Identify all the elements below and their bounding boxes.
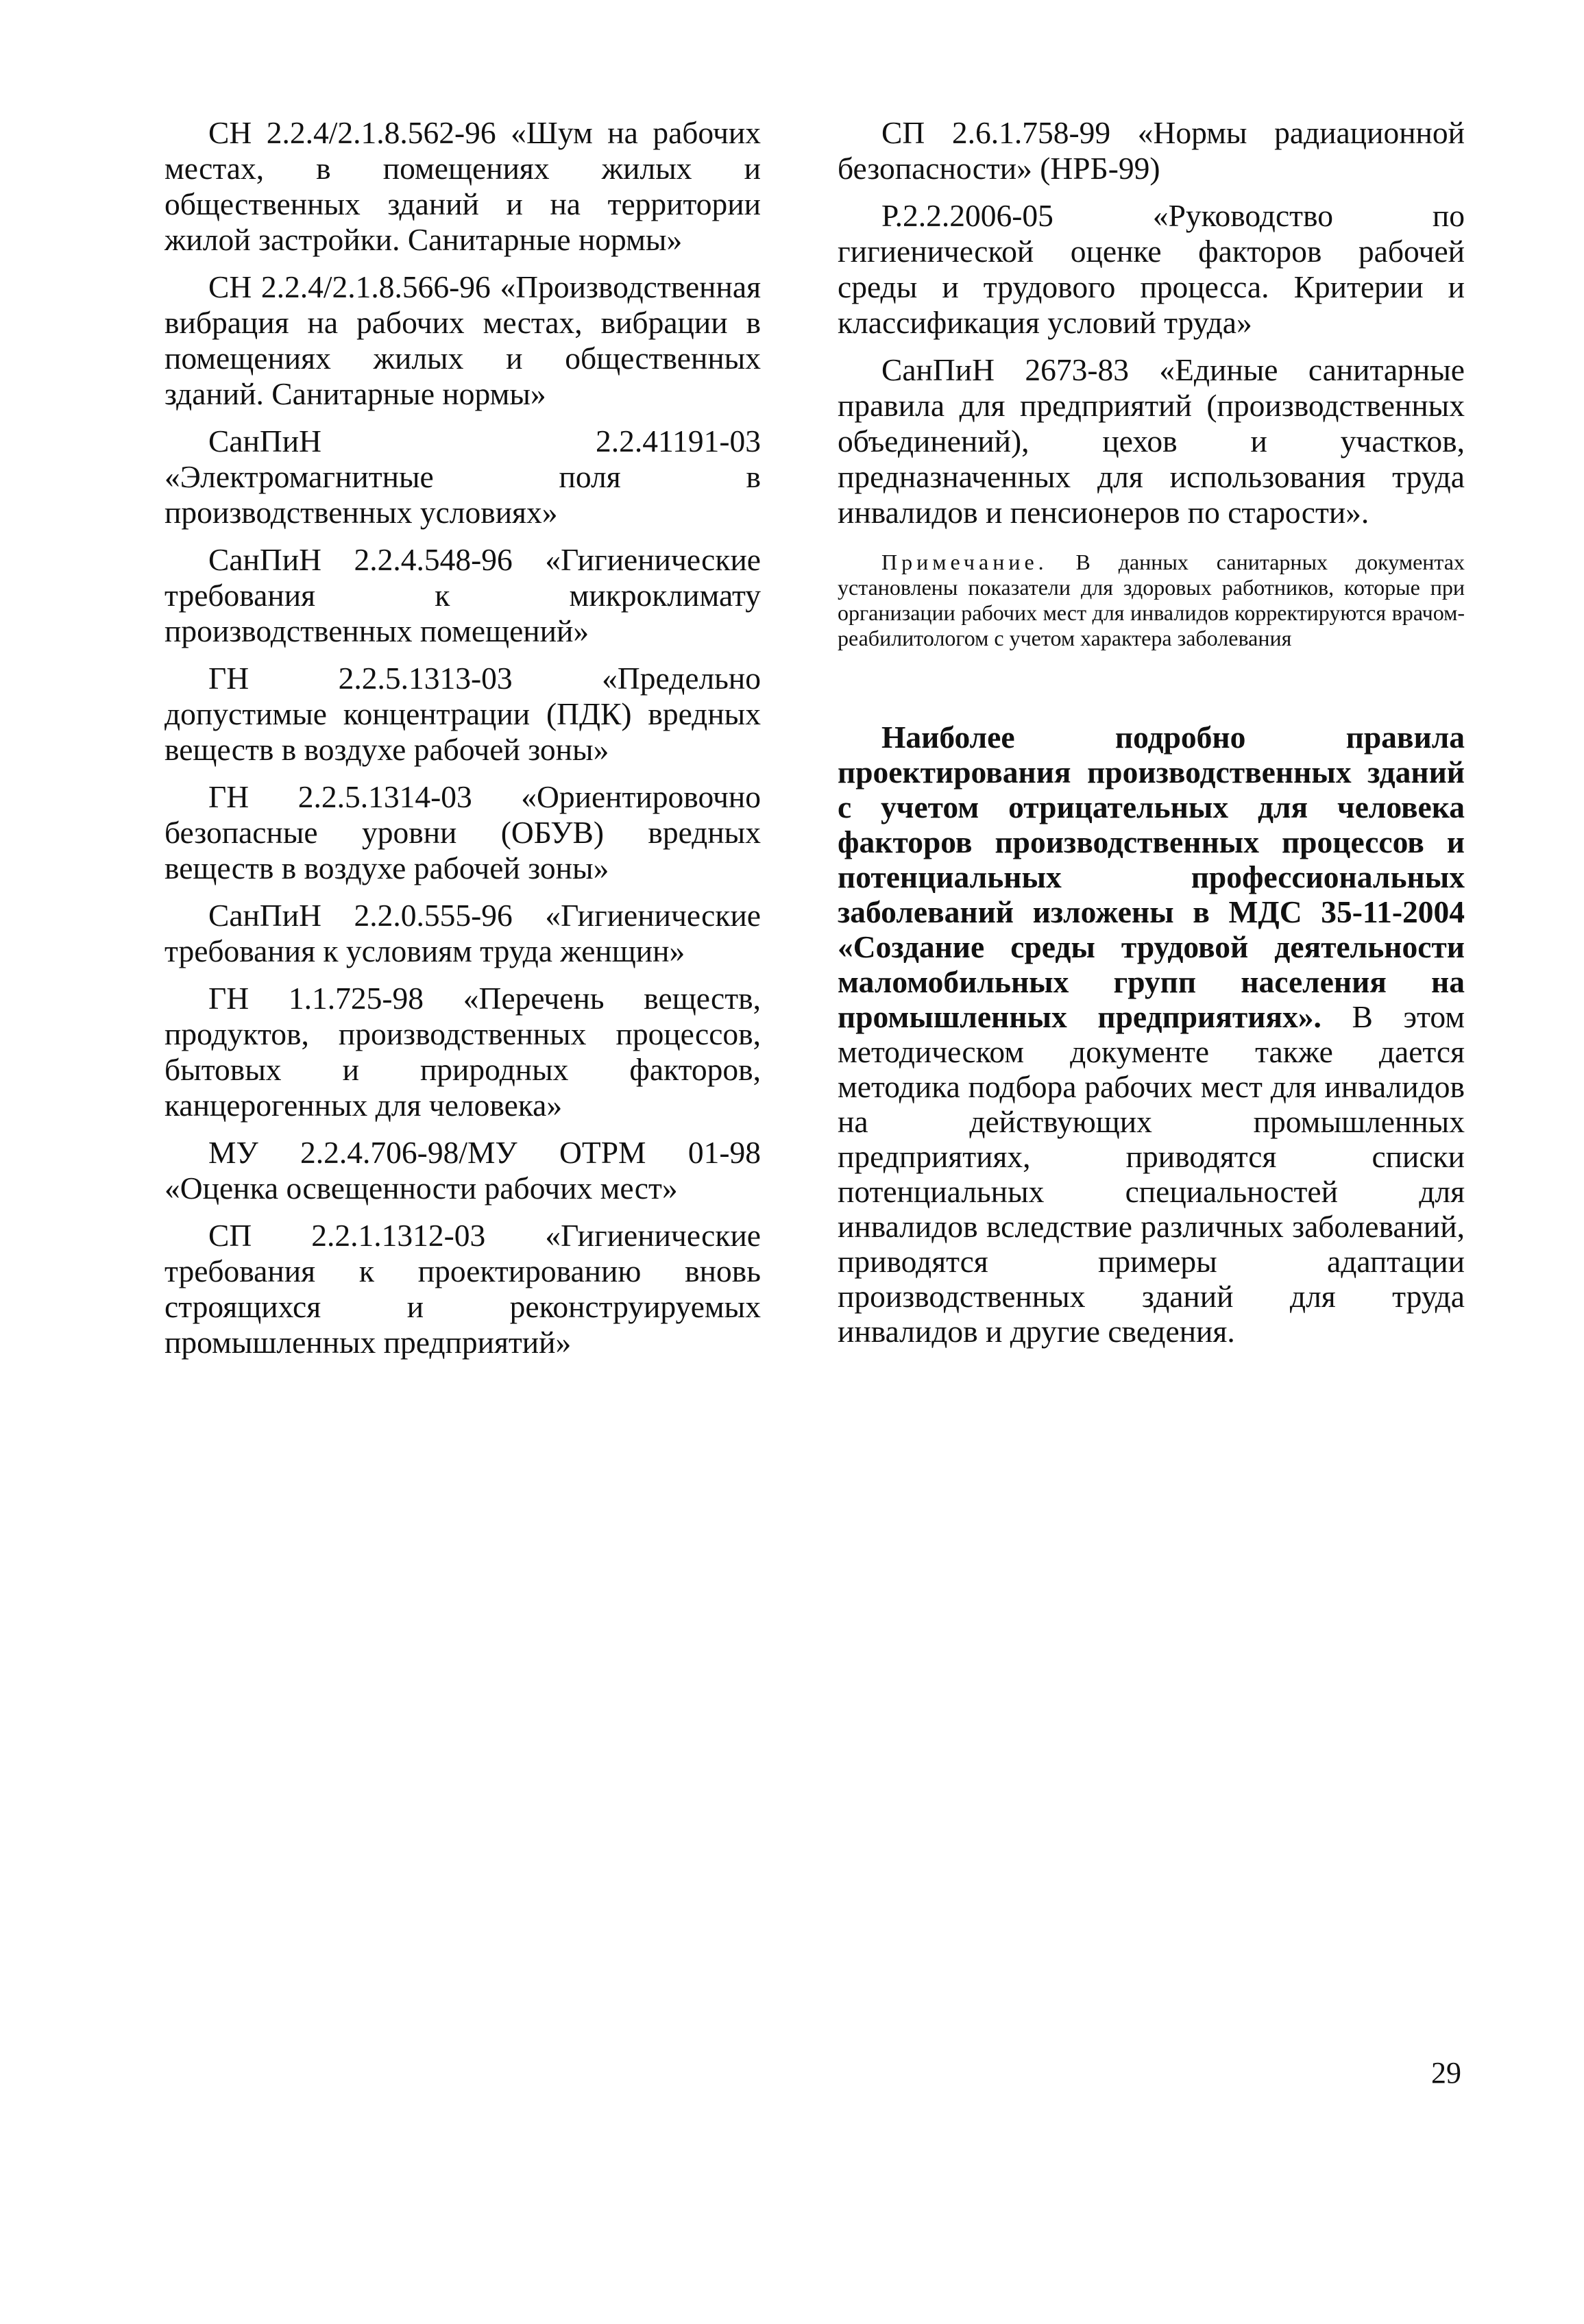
note-text: В данных санитарных документах установлены показатели для здоровых работников, которые при организации рабочих мест для инвалидов корректируются врачом-реабилитологом с учетом характера заболевания — [838, 550, 1465, 650]
norm-entry: ГН 2.2.5.1314-03 «Ориентировочно безопасные уровни (ОБУВ) вредных веществ в воздухе рабочей зоны» — [165, 779, 761, 885]
note-paragraph — [838, 550, 1465, 651]
left-column — [165, 115, 761, 1372]
norm-entry: Р.2.2.2006-05 «Руководство по гигиенической оценке факторов рабочей среды и трудового процесса. Критерии и классификация условий труда» — [838, 198, 1465, 340]
norm-entry: СанПиН 2.2.41191-03 «Электромагнитные поля в производственных условиях» — [165, 424, 761, 530]
summary-paragraph — [838, 720, 1465, 1349]
norm-entry: СП 2.2.1.1312-03 «Гигиенические требования к проектированию вновь строящихся и реконструируемых промышленных предприятий» — [165, 1218, 761, 1360]
norm-entry: СанПиН 2.2.4.548-96 «Гигиенические требования к микроклимату производственных помещений» — [165, 542, 761, 648]
norm-entry: СанПиН 2.2.0.555-96 «Гигиенические требования к условиям труда женщин» — [165, 898, 761, 968]
note-label: Примечание. — [881, 550, 1048, 574]
norm-entry: СП 2.6.1.758-99 «Нормы радиационной безопасности» (НРБ-99) — [838, 115, 1465, 186]
summary-bold-text: Наиболее подробно правила проектирования производственных зданий с учетом отрицательных для человека факторов производственных процессов и потенциальных профессиональных заболеваний изложены в МДС 35-11-2004 «Создание среды трудовой деятельности маломобильных групп населения на промышленных предприятиях». — [838, 720, 1465, 1034]
summary-regular-text: В этом методическом документе также дается методика подбора рабочих мест для инвалидов на действующих промышленных предприятиях, приводятся списки потенциальных специальностей для инвалидов вследствие различных заболеваний, приводятся примеры адаптации производственных зданий для труда инвалидов и другие сведения. — [838, 999, 1465, 1349]
norm-entry: МУ 2.2.4.706-98/МУ ОТРМ 01-98 «Оценка освещенности рабочих мест» — [165, 1135, 761, 1206]
page-number: 29 — [1431, 2056, 1461, 2090]
norm-entry: ГН 1.1.725-98 «Перечень веществ, продуктов, производственных процессов, бытовых и природных факторов, канцерогенных для человека» — [165, 981, 761, 1123]
norm-entry: СН 2.2.4/2.1.8.566-96 «Производственная вибрация на рабочих местах, вибрации в помещениях жилых и общественных зданий. Санитарные нормы» — [165, 269, 761, 411]
right-column — [838, 115, 1465, 1349]
norm-entry: СН 2.2.4/2.1.8.562-96 «Шум на рабочих местах, в помещениях жилых и общественных зданий и на территории жилой застройки. Санитарные нормы» — [165, 115, 761, 257]
norm-entry: СанПиН 2673-83 «Единые санитарные правила для предприятий (производственных объединений), цехов и участков, предназначенных для использования труда инвалидов и пенсионеров по старости». — [838, 352, 1465, 530]
norm-entry: ГН 2.2.5.1313-03 «Предельно допустимые концентрации (ПДК) вредных веществ в воздухе рабочей зоны» — [165, 661, 761, 767]
